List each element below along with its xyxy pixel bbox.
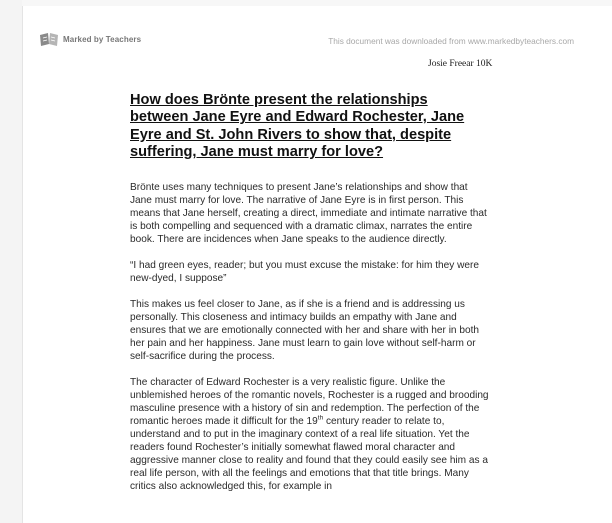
download-notice: This document was downloaded from www.markedbyteachers.com [328,36,574,46]
quote-paragraph: “I had green eyes, reader; but you must excuse the mistake: for him they were new-dyed, I suppose” [130,260,479,284]
paragraph-1: Brönte uses many techniques to present Jane’s relationships and show that Jane must marry for love. The narrative of Jane Eyre is in first person. This means that Jane herself, creating a direct, immediate and intimate narrative that is both compelling and sequenced with a dramatic climax, narrates the entire book. There are incidences when Jane speaks to the audience directly. [130,182,487,245]
ordinal-superscript: th [317,414,324,422]
paragraph-3 [130,376,492,493]
site-logo[interactable] [39,32,141,47]
paragraph-3-part-2: century reader to relate to, understand and to put in the imaginary context of a real life situation. Yet the readers found Rochester’s initially somewhat flawed moral character and aggressive manner close to reality and found that they could easily see him as a real life person, with all the feelings and emotions that that title brings. Many critics also acknowledged this, for example in [130,416,488,492]
paragraph-2: This makes us feel closer to Jane, as if she is a friend and is addressing us personally. This closeness and intimacy builds an empathy with Jane and ensures that we are emotionally connected with her and share with her in both her pain and her happiness. Jane must learn to gain love without self-harm or self-sacrifice during the process. [130,299,479,362]
page-top-band [22,0,612,6]
page-margin-strip [0,0,23,523]
author-line: Josie Freear 10K [428,59,493,69]
essay-title: How does Brönte present the relationships between Jane Eyre and Edward Rochester, Jane Eyre and St. John Rivers to show that, despite suffering, Jane must marry for love? [130,92,465,161]
paragraph-3-part-1: The character of Edward Rochester is a very realistic figure. Unlike the unblemished heroes of the romantic novels, Rochester is a rugged and brooding masculine presence with a history of sin and redemption. The perfection of the romantic heroes made it difficult for the 19 [130,377,489,427]
essay-body [130,181,492,506]
logo-text: Marked by Teachers [63,35,142,44]
marked-by-teachers-logo-icon [39,32,59,47]
